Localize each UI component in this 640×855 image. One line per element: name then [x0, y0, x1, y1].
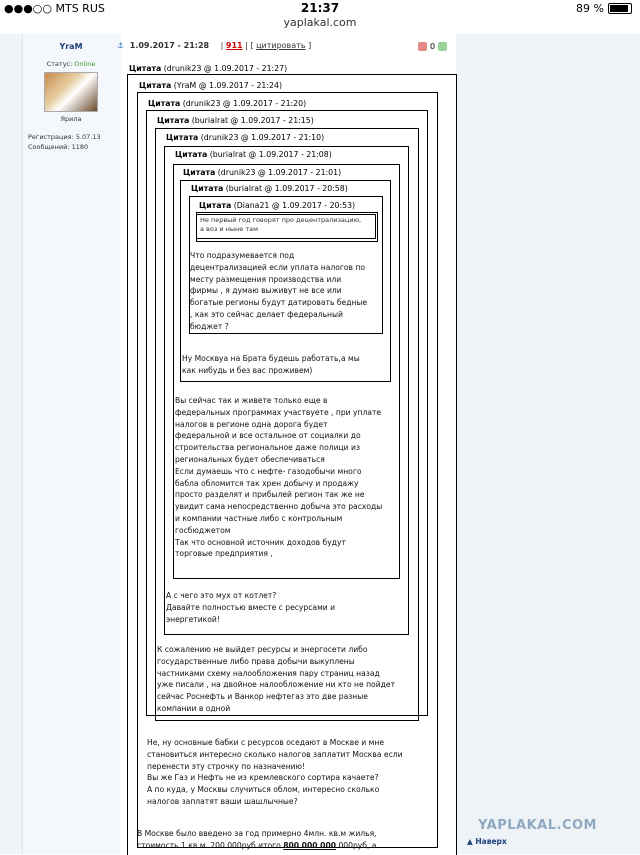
post-number-link[interactable]: 911: [225, 41, 243, 50]
right-margin: [456, 34, 640, 854]
quote-header-6: Цитата (burialrat @ 1.09.2017 - 21:08): [175, 150, 332, 159]
anchor-icon[interactable]: ⚓: [117, 41, 125, 50]
message-count: Сообщений: 1180: [28, 143, 89, 151]
author-stats: [22, 132, 120, 152]
quote-header-8: Цитата (burialrat @ 1.09.2017 - 20:58): [191, 184, 348, 193]
post-date: 1.09.2017 - 21:28: [129, 41, 210, 50]
quote-text-5: А с чего это мух от котлет? Давайте полностью вместе с ресурсами и энергетикой!: [166, 591, 336, 624]
quote-header-3: Цитата (drunik23 @ 1.09.2017 - 21:20): [148, 99, 307, 108]
online-badge: Online: [74, 60, 96, 68]
url-text: yaplakal.com: [283, 16, 357, 29]
battery-indicator: [576, 2, 632, 15]
quote-text-7: Ну Москвуа на Брата будешь работать,а мы как нибудь и без вас проживем): [182, 354, 360, 375]
quote-text-8: Что подразумевается под децентрализацией если уплата налогов по месту размещения производства или фирмы , я думаю выживут не все или богатые регионы будут датировать бедные , как это сейчас делает федеральный бюджет ?: [190, 251, 368, 331]
quote-header-7: Цитата (drunik23 @ 1.09.2017 - 21:01): [183, 168, 342, 177]
innermost-quote-text: Не первый год говорят про децентрализацию, а воз и ныне там: [196, 214, 376, 239]
avatar-caption: Ярила: [60, 115, 82, 123]
reply-text: [137, 828, 437, 852]
site-logo[interactable]: YAPLAKAL.COM: [478, 818, 597, 833]
battery-icon: [608, 3, 632, 14]
quote-text-6: Вы сейчас так и живете только еще в федеральных программах участвуете , при уплате налогов в регионе одна дорога будет федеральной и все остальное от социалки до строительства региональное даже полици из региональных будет обеспечиваться Если думаешь что с нефте- газодобычи много бабла обломится так хрен добычу и продажу просто разделят и прибылей регион так же не увидит сама непосредственно добыча это расходы и компании частные либо с контрольным госбюджетом Так что основной источник доходов будут торговые предприятия ,: [175, 396, 383, 559]
clock: 21:37: [300, 1, 340, 15]
quote-header-4: Цитата (burialrat @ 1.09.2017 - 21:15): [157, 116, 314, 125]
rating-value: 0: [430, 42, 436, 51]
back-to-top-link[interactable]: ▲ Наверх: [467, 837, 507, 846]
forum-page: [0, 34, 640, 854]
carrier-label: ●●●○○ MTS RUS: [4, 2, 105, 15]
status-bar: [0, 0, 640, 16]
thumbs-down-icon[interactable]: [418, 42, 427, 51]
cite-link[interactable]: цитировать: [256, 41, 306, 50]
quote-header-2: Цитата (YraM @ 1.09.2017 - 21:24): [139, 81, 282, 90]
reply-line-2: стоимость 1 кв.м. 200 000руб итого 800 000 000 000руб, а: [137, 840, 377, 850]
battery-percent: 89 %: [576, 2, 604, 15]
author-status: Статус: Online: [46, 60, 96, 68]
url-bar[interactable]: [0, 16, 640, 34]
post-meta: ⚓ 1.09.2017 - 21:28 | 911 | [ цитировать ]: [117, 41, 312, 50]
quote-text-4: К сожалению не выйдет ресурсы и энергосети либо государственные либо права добычи выкуплены частниками схему налообложения пару страниц назад уже писали , на двойное налообложение ни кто не пойдет сейчас Роснефть и Ванкор нефтегаз это две разные компании в одной: [157, 645, 395, 713]
quote-header-1: Цитата (drunik23 @ 1.09.2017 - 21:27): [129, 64, 288, 73]
rating-controls: [418, 42, 447, 51]
reply-line-1: В Москве было введено за год примерно 4млн. кв.м жилья,: [137, 829, 377, 838]
avatar[interactable]: [44, 72, 98, 112]
author-name[interactable]: YraM: [59, 42, 83, 51]
author-info: [22, 60, 120, 152]
thumbs-up-icon[interactable]: [438, 42, 447, 51]
registration-date: Регистрация: 5.07.13: [28, 133, 101, 141]
quote-text-2: Не, ну основные бабки с ресурсов оседают в Москве и мне становиться интересно сколько налогов заплатит Москва если перенести эту строчку по назначению! Вы же Газ и Нефть не из кремлевского сортира качаете? А по куда, у Москвы случиться облом, интересно сколько налогов заплатят ваши шашлычные?: [147, 738, 403, 806]
highlighted-sum: 800 000 000: [283, 840, 337, 850]
battery-fill: [610, 5, 628, 12]
author-column: [22, 34, 125, 854]
quote-header-5: Цитата (drunik23 @ 1.09.2017 - 21:10): [166, 133, 325, 142]
quote-header-9: Цитата (Diana21 @ 1.09.2017 - 20:53): [199, 201, 356, 210]
